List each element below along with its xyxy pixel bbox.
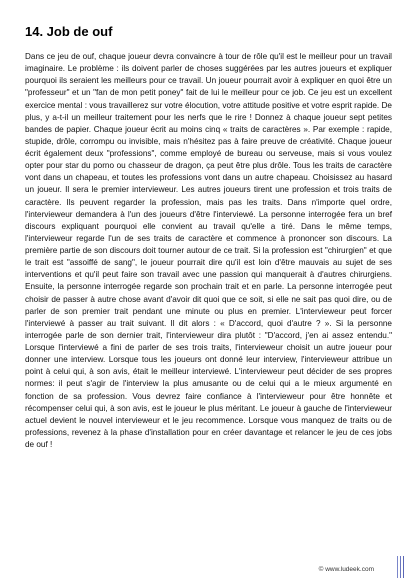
copyright-text: © www.ludeek.com	[318, 566, 374, 573]
decorative-bars-icon	[397, 556, 405, 578]
body-text: Dans ce jeu de ouf, chaque joueur devra convaincre à tour de rôle qu'il est le meilleur pour un travail imaginaire. Le problème : ils doivent parler de choses suggérées par les autres joueurs et expliquer pourquoi ils seraient les meilleurs pour ce travail. Un joueur pourrait avoir à expliquer en quoi être un "professeur" et un "fan de mon petit poney" fait de lui le meilleur pour ce job. Ce jeu est un excellent exercice mental : vous travaillerez sur votre élocution, votre attitude positive et votre esprit rapide. De plus, y a-t-il un meilleur traitement pour les nerfs que le rire ! Donnez à chaque joueur sept petites bandes de papier. Chaque joueur écrit au moins cinq « traits de caractères ». Par exemple : rapide, stupide, drôle, corrompu ou invisible, mais n'hésitez pas à faire preuve de créativité. Chaque joueur écrit également deux "professions", comme employé de bureau ou serveuse, mais si vous voulez opter pour star du porno ou chasseur de dragon, ça peut être plus drôle. Tous les traits de caractère vont dans un chapeau, et toutes les professions vont dans un autre chapeau. Choisissez au hasard un joueur. Il sera le premier intervieweur. Les autres joueurs tirent une profession et trois traits de caractère. Ils peuvent regarder la profession, mais pas les traits. Dans n'importe quel ordre, l'intervieweur demandera à l'un des joueurs d'être l'interviewé. La personne interrogée fera un bref discours expliquant pourquoi elle convient au travail qu'elle a tiré. Dans le même temps, l'intervieweur regarde l'un de ses traits de caractère et commence à prononcer son discours. La première partie de son discours doit tourner autour de ce trait. Si la profession est "chirurgien" et que le trait est "assoiffé de sang", le joueur pourrait dire qu'il est loin d'être mauvais au sujet de ses interventions et qu'il peut faire son travail avec une passion qui manquerait à d'autres chirurgiens. Ensuite, la personne interrogée regarde son prochain trait et en parle. La personne interrogée peut choisir de passer à autre chose avant d'avoir dit quoi que ce soit, si elle ne sait pas quoi dire, ou de parler de son premier trait pendant une minute ou plus en premier. L'intervieweur peut forcer l'interviewé à passer au trait suivant. Il dit alors : « D'accord, quoi d'autre ? ». Si la personne interrogée parle de son dernier trait, l'intervieweur dira plutôt : "D'accord, j'en ai assez entendu." Lorsque l'interviewé a fini de parler de ses trois traits, l'intervieweur choisit un autre joueur pour donner une interview. Lorsque tous les joueurs ont donné leur interview, l'intervieweur attribue un point à celui qui, à son avis, était le meilleur interviewé. L'intervieweur peut décider de ses propres normes: il peut s'agir de l'interview la plus amusante ou de celui qui a le mieux argumenté en fonction de sa profession. Vous devrez faire confiance à l'intervieweur pour être honnête et récompenser celui qui, à son avis, est le joueur le plus méritant. Le joueur à gauche de l'intervieweur actuel devient le nouvel intervieweur et le jeu recommence. Lorsque vous manquez de traits ou de professions, revenez à la phase d'installation pour en créer davantage et relancer le jeu de ces jobs de ouf !	[25, 52, 392, 449]
page-title: 14. Job de ouf	[25, 24, 113, 39]
footer-credit	[319, 566, 374, 573]
